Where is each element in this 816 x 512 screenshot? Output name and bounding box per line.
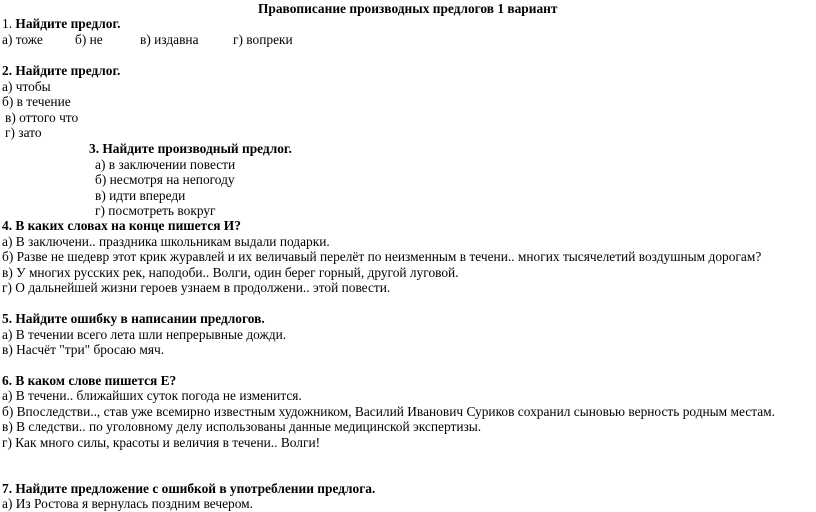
- question-3-prompt: [89, 141, 292, 157]
- question-4-text: 4. В каких словах на конце пишется И?: [2, 218, 241, 233]
- question-2-option-b: б) в течение: [2, 94, 71, 109]
- question-1-text: Найдите предлог.: [15, 16, 121, 31]
- question-3-option-c: в) идти впереди: [95, 188, 186, 203]
- question-6-option-d: г) Как много силы, красоты и величия в течени.. Волги!: [2, 435, 321, 450]
- question-3-text: 3. Найдите производный предлог.: [89, 141, 292, 156]
- question-5-option-c: в) Насчёт "три" бросаю мяч.: [2, 342, 165, 357]
- question-1-option-d: г) вопреки: [233, 32, 293, 47]
- question-6-option-c: в) В следстви.. по уголовному делу использованы данные медицинской экспертизы.: [2, 419, 482, 434]
- question-5-prompt: [2, 311, 265, 327]
- question-2-option-c: в) оттого что: [5, 110, 79, 125]
- question-1-option-b: б) не: [75, 32, 103, 47]
- page-title: [258, 1, 557, 17]
- question-7-option-a: а) Из Ростова я вернулась поздним вечером.: [2, 496, 254, 511]
- question-2-prompt: [2, 63, 120, 79]
- question-5-option-a: а) В течении всего лета шли непрерывные дожди.: [2, 327, 287, 342]
- question-5-text: 5. Найдите ошибку в написании предлогов.: [2, 311, 265, 326]
- question-4-option-d: г) О дальнейшей жизни героев узнаем в продолжени.. этой повести.: [2, 280, 391, 295]
- question-6-option-a: а) В течени.. ближайших суток погода не изменится.: [2, 388, 302, 403]
- question-3-option-d: г) посмотреть вокруг: [95, 203, 216, 218]
- question-1-number: 1.: [2, 16, 13, 31]
- question-4-option-a: а) В заключени.. праздника школьникам выдали подарки.: [2, 234, 330, 249]
- question-4-option-b: б) Разве не шедевр этот крик журавлей и их величавый перелёт по неизменным в течени.. многих тысячелетий воздушным дорогам?: [2, 249, 762, 264]
- question-2-text: 2. Найдите предлог.: [2, 63, 121, 78]
- question-1-prompt: [2, 16, 120, 32]
- question-4-prompt: [2, 218, 241, 234]
- question-3-option-b: б) несмотря на непогоду: [95, 172, 235, 187]
- question-4-option-c: в) У многих русских рек, наподоби.. Волги, один берег горный, другой луговой.: [2, 265, 459, 280]
- question-6-text: 6. В каком слове пишется Е?: [2, 373, 177, 388]
- question-7-prompt: [2, 481, 375, 497]
- question-6-option-b: б) Впоследстви.., став уже всемирно известным художником, Василий Иванович Суриков сохранил сыновью верность родным местам.: [2, 404, 775, 419]
- question-2-option-d: г) зато: [5, 125, 42, 140]
- question-2-option-a: а) чтобы: [2, 79, 51, 94]
- question-3-option-a: а) в заключении повести: [95, 157, 236, 172]
- question-7-text: 7. Найдите предложение с ошибкой в употреблении предлога.: [2, 481, 376, 496]
- question-1-option-c: в) издавна: [140, 32, 199, 47]
- question-6-prompt: [2, 373, 176, 389]
- question-1-option-a: а) тоже: [2, 32, 43, 47]
- title-text: Правописание производных предлогов 1 вариант: [258, 1, 558, 16]
